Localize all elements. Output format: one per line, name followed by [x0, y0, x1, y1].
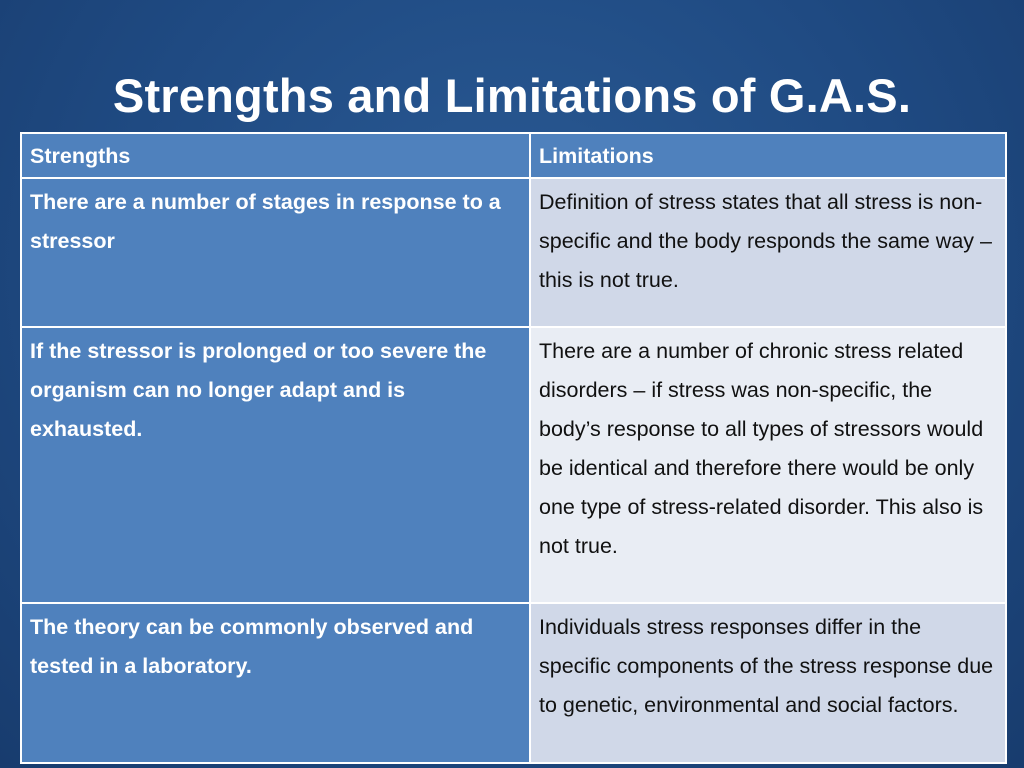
- strength-cell: There are a number of stages in response to a stressor: [21, 178, 530, 327]
- limitation-cell: Definition of stress states that all stress is non-specific and the body responds the same way – this is not true.: [530, 178, 1006, 327]
- strength-cell: The theory can be commonly observed and tested in a laboratory.: [21, 603, 530, 763]
- limitation-cell: Individuals stress responses differ in the specific components of the stress response due to genetic, environmental and social factors.: [530, 603, 1006, 763]
- table-header-row: [21, 133, 1006, 178]
- slide-title: Strengths and Limitations of G.A.S.: [112, 69, 912, 122]
- header-strengths: Strengths: [21, 133, 530, 178]
- table-row: [21, 603, 1006, 763]
- table-row: [21, 178, 1006, 327]
- limitation-cell: There are a number of chronic stress related disorders – if stress was non-specific, the body’s response to all types of stressors would be identical and therefore there would be only one type of stress-related disorder. This also is not true.: [530, 327, 1006, 603]
- comparison-table-container: [20, 132, 1005, 764]
- comparison-table: [20, 132, 1007, 764]
- table-row: [21, 327, 1006, 603]
- header-limitations: Limitations: [530, 133, 1006, 178]
- strength-cell: If the stressor is prolonged or too severe the organism can no longer adapt and is exhausted.: [21, 327, 530, 603]
